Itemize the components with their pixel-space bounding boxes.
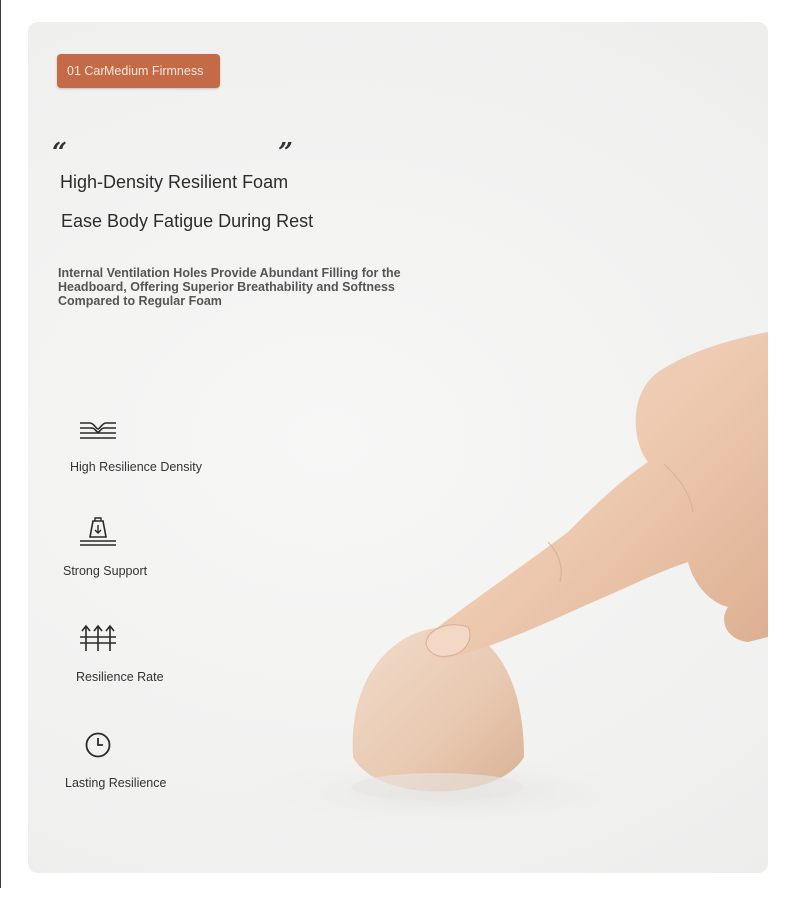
pressure-weight-icon [78,517,118,549]
badge-label: Medium Firmness [104,64,204,78]
headline-line-2: Ease Body Fatigue During Rest [61,211,314,231]
feature-label-lasting-resilience: Lasting Resilience [65,776,167,790]
finger-pressing-foam-photo [28,22,768,873]
badge-number: 01 Car [67,64,105,78]
product-description: Internal Ventilation Holes Provide Abundant Filling for the Headboard, Offering Superior Breathability and Softness Compared to Regular Foam [58,266,401,308]
feature-label-strong-support: Strong Support [63,564,148,578]
arrows-up-icon [78,623,118,653]
layers-icon [78,419,118,443]
feature-label-high-resilience-density: High Resilience Density [70,460,203,474]
feature-label-resilience-rate: Resilience Rate [76,670,164,684]
headline-line-1: High-Density Resilient Foam [60,172,289,192]
left-divider [0,0,1,888]
firmness-badge [57,54,220,88]
clock-icon [84,731,112,759]
product-banner [28,22,768,873]
close-quote: ” [278,138,293,168]
open-quote: “ [52,138,67,168]
